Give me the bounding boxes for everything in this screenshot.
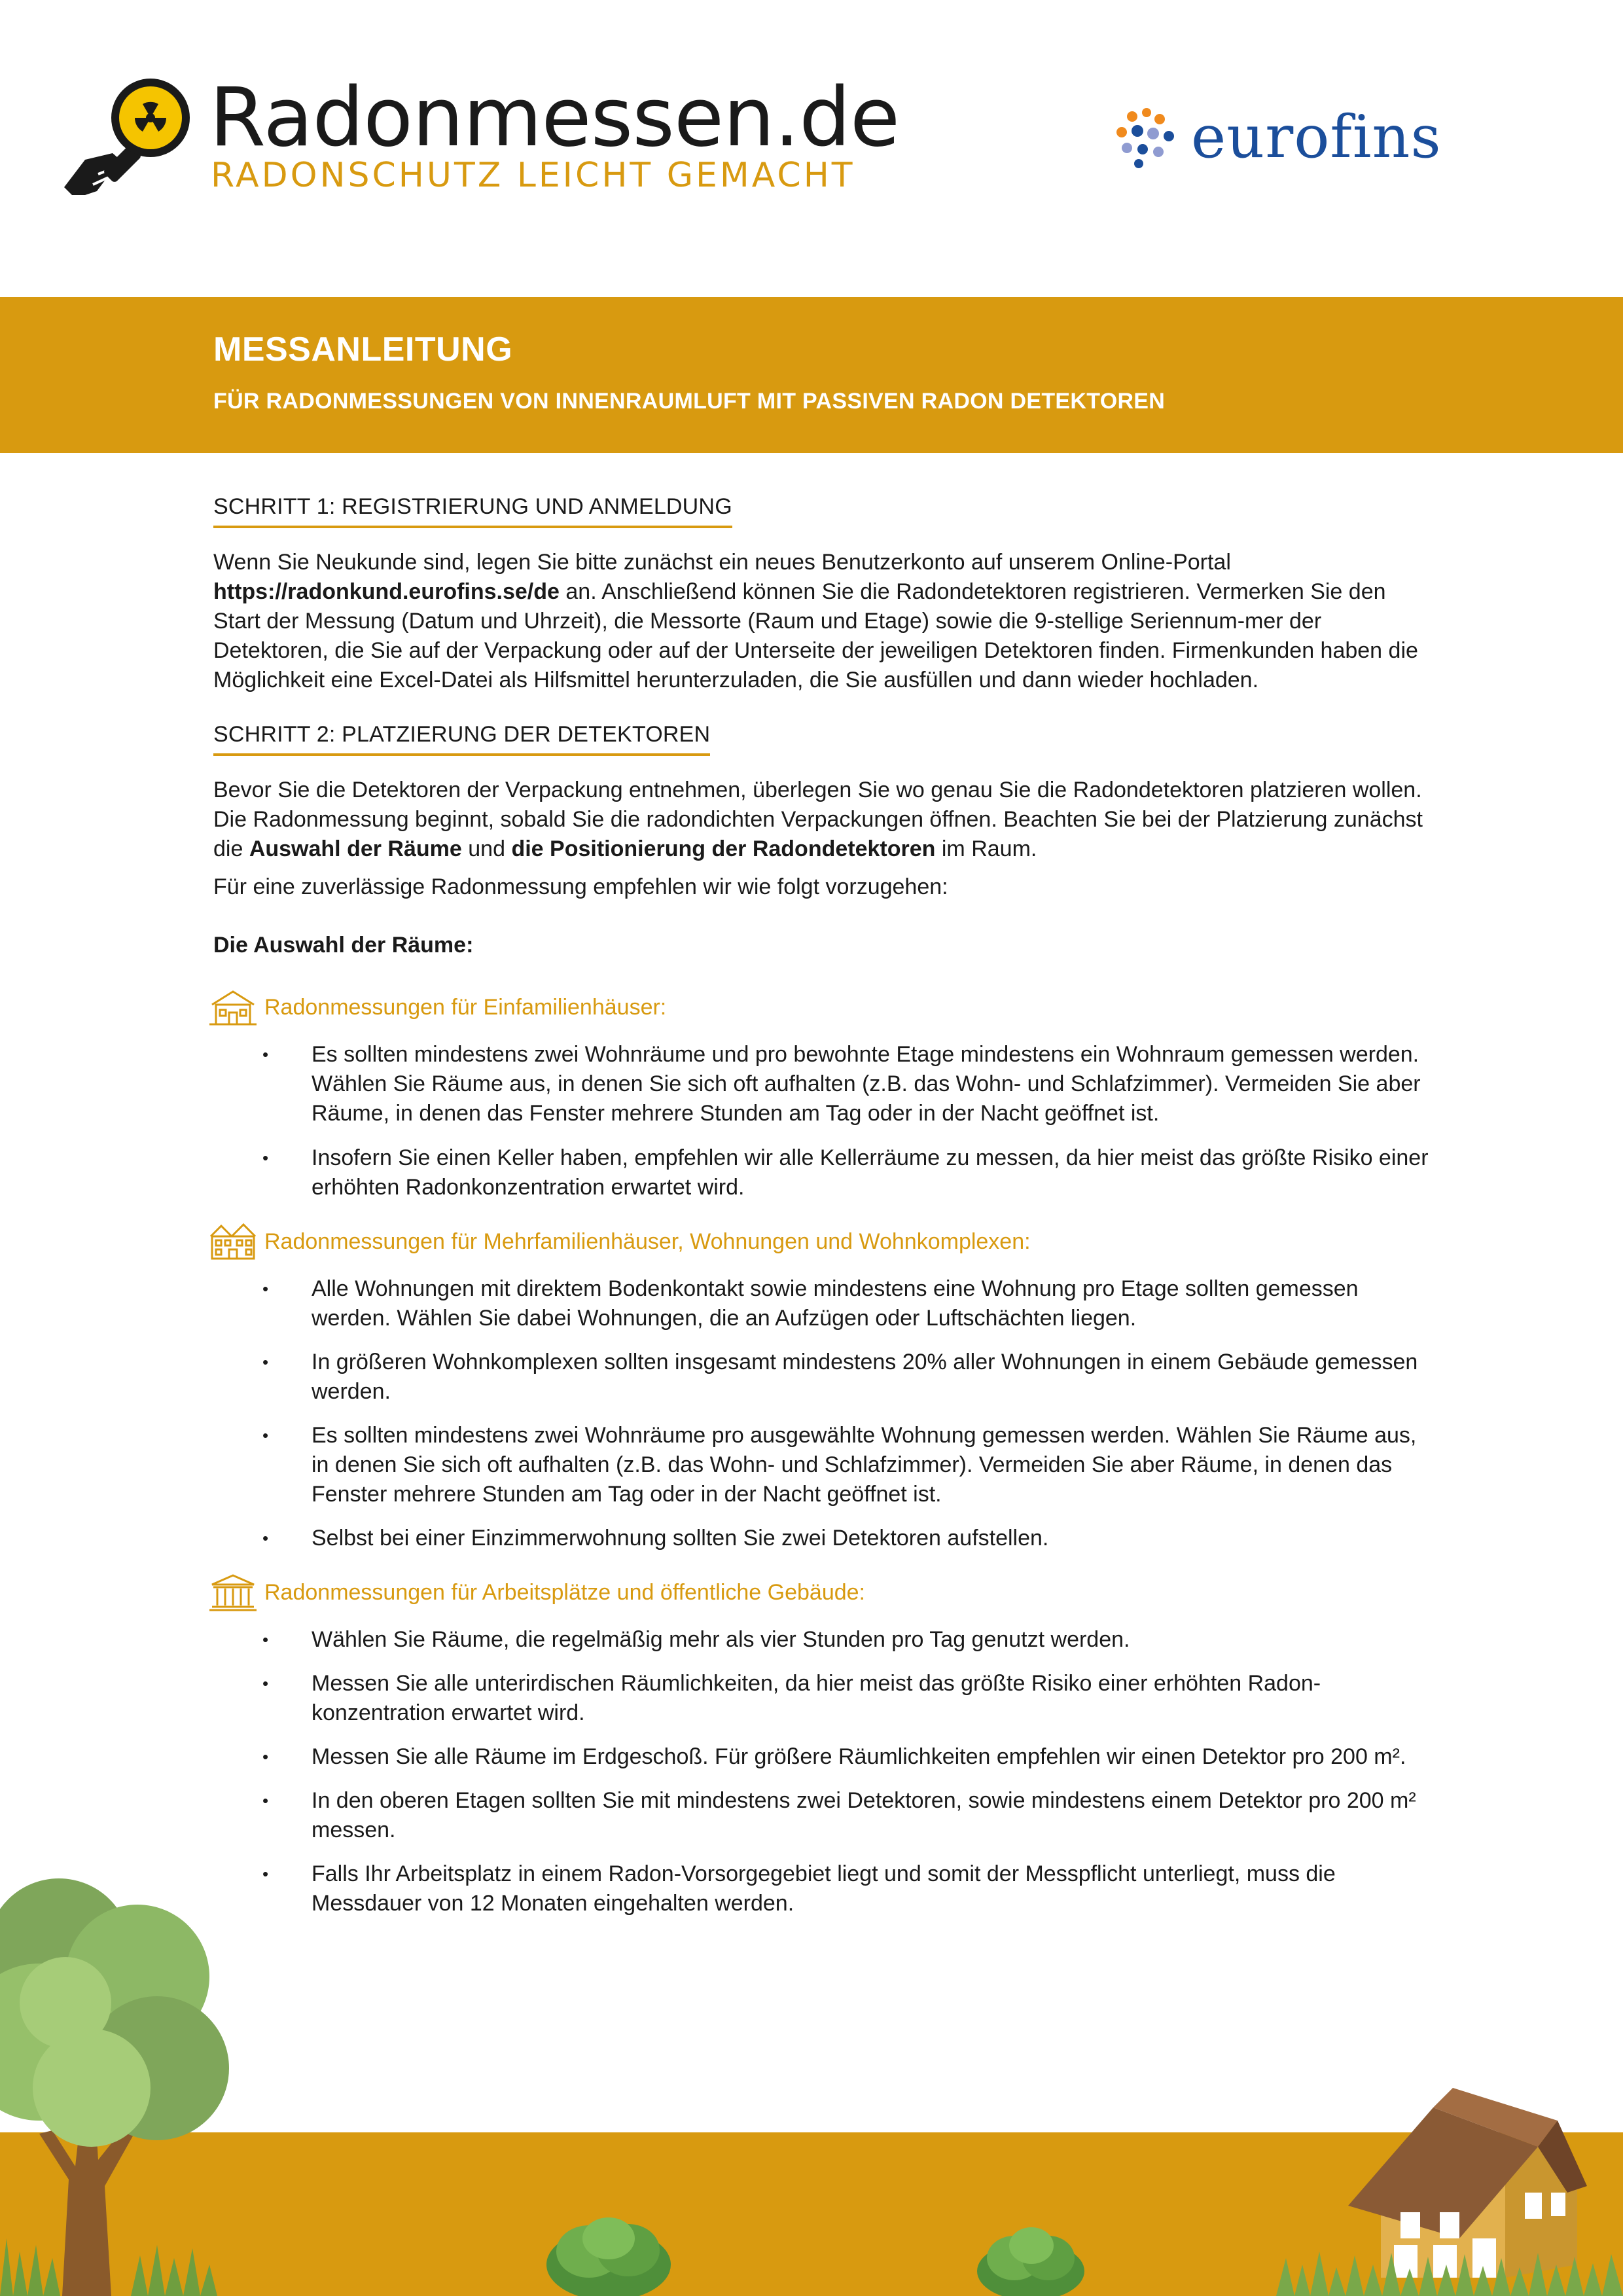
- logo-slogan: RADONSCHUTZ LEICHT GEMACHT: [211, 156, 855, 195]
- bullet-dot: •: [262, 1791, 269, 1810]
- tree-illustration: [0, 1872, 236, 2296]
- category-single-family: [213, 988, 1431, 1202]
- list-item: [213, 1859, 1431, 1918]
- step2-heading: SCHRITT 2: PLATZIERUNG DER DETEKTOREN: [213, 720, 710, 756]
- list-item-text: Wählen Sie Räume, die regelmäßig mehr als vier Stunden pro Tag genutzt werden.: [312, 1627, 1130, 1652]
- logo-title: Radonmessen.de: [209, 71, 900, 165]
- apartment-building-icon: [208, 1222, 258, 1261]
- list-item: [213, 1143, 1431, 1202]
- step1-text: Wenn Sie Neukunde sind, legen Sie bitte zunächst ein neues Benutzerkonto auf unserem Online-Portal: [213, 550, 1231, 575]
- bush-illustration: [543, 2212, 674, 2296]
- step1-text-cont: an. Anschließend können Sie die Radondetektoren registrieren. Vermerken Sie den Start der Messung (Datum und Uhrzeit), die Messorte (Raum und Etage) sowie die 9-stellige Seriennum-mer der Detektoren, die Sie auf der Verpackung oder auf der Unterseite der jeweiligen Detektoren finden. Firmenkunden haben die Möglichkeit eine Excel-Datei als Hilfsmittel herunterzuladen, die Sie ausfüllen und dann wieder hochladen.: [213, 579, 1418, 692]
- list-item: [213, 1274, 1431, 1333]
- list-item: [213, 1040, 1431, 1128]
- list-item: [213, 1348, 1431, 1407]
- page-title: MESSANLEITUNG: [213, 331, 513, 368]
- bush-illustration: [975, 2222, 1086, 2296]
- bullet-dot: •: [262, 1045, 269, 1064]
- step2-recommendation: Für eine zuverlässige Radonmessung empfehlen wir wie folgt vorzugehen:: [213, 874, 948, 899]
- bullet-dot: •: [262, 1864, 269, 1884]
- bullet-dot: •: [262, 1630, 269, 1649]
- single-house-icon: [208, 988, 258, 1027]
- instructions-content: [213, 492, 1431, 1918]
- category-heading: [213, 1573, 1431, 1612]
- list-item-text: Messen Sie alle Räume im Erdgeschoß. Für größere Räumlichkeiten empfehlen wir einen Detektor pro 200 m².: [312, 1744, 1406, 1769]
- category-heading: [213, 988, 1431, 1027]
- list-item-text: Falls Ihr Arbeitsplatz in einem Radon-Vorsorgegebiet liegt und somit der Messpflicht unterliegt, muss die Messdauer von 12 Monaten eingehalten werden.: [312, 1861, 1336, 1916]
- category-multi-family: [213, 1222, 1431, 1553]
- bullet-list: [213, 1625, 1431, 1918]
- step1-paragraph: [213, 548, 1431, 695]
- list-item: [213, 1742, 1431, 1772]
- list-item: [213, 1421, 1431, 1509]
- bullet-dot: •: [262, 1747, 269, 1767]
- list-item: [213, 1669, 1431, 1728]
- eurofins-logo: [1113, 105, 1453, 170]
- bullet-dot: •: [262, 1674, 269, 1693]
- category-title: Radonmessungen für Arbeitsplätze und öffentliche Gebäude:: [264, 1579, 865, 1605]
- bullet-list: [213, 1274, 1431, 1553]
- list-item: [213, 1786, 1431, 1845]
- list-item-text: Messen Sie alle unterirdischen Räumlichkeiten, da hier meist das größte Risiko einer erhöhten Radon-konzentration erwartet wird.: [312, 1671, 1321, 1725]
- bold-positioning: die Positionierung der Radondetektoren: [511, 836, 936, 861]
- radonmessen-logo: [59, 71, 900, 203]
- category-heading: [213, 1222, 1431, 1261]
- list-item-text: In den oberen Etagen sollten Sie mit mindestens zwei Detektoren, sowie mindestens einem Detektor pro 200 m² messen.: [312, 1788, 1416, 1842]
- public-building-icon: [208, 1573, 258, 1612]
- category-workplaces: [213, 1573, 1431, 1918]
- bullet-dot: •: [262, 1279, 269, 1299]
- list-item: [213, 1524, 1431, 1553]
- bullet-dot: •: [262, 1148, 269, 1168]
- step2-paragraph: [213, 776, 1431, 864]
- category-title: Radonmessungen für Einfamilienhäuser:: [264, 994, 667, 1020]
- step1-heading: SCHRITT 1: REGISTRIERUNG UND ANMELDUNG: [213, 492, 732, 528]
- step2-and: und: [468, 836, 505, 861]
- grass-illustration: [1276, 2245, 1623, 2296]
- page-subtitle: FÜR RADONMESSUNGEN VON INNENRAUMLUFT MIT PASSIVEN RADON DETEKTOREN: [213, 389, 1166, 414]
- eurofins-dots-icon: [1113, 105, 1185, 170]
- list-item-text: Es sollten mindestens zwei Wohnräume und pro bewohnte Etage mindestens ein Wohnraum gemessen werden. Wählen Sie Räume aus, in denen Sie sich oft aufhalten (z.B. das Wohn- und Schlafzimmer). Vermeiden Sie aber Räume, in denen das Fenster mehrere Stunden am Tag oder in der Nacht geöffnet ist.: [312, 1042, 1421, 1126]
- bullet-list: [213, 1040, 1431, 1202]
- rooms-heading: Die Auswahl der Räume:: [213, 933, 474, 958]
- radiation-magnifier-icon: [59, 76, 196, 200]
- list-item-text: In größeren Wohnkomplexen sollten insgesamt mindestens 20% aller Wohnungen in einem Gebäude gemessen werden.: [312, 1350, 1418, 1404]
- bullet-dot: •: [262, 1528, 269, 1548]
- bold-room-selection: Auswahl der Räume: [249, 836, 462, 861]
- bullet-dot: •: [262, 1426, 269, 1445]
- list-item: [213, 1625, 1431, 1655]
- title-banner: [0, 297, 1623, 453]
- list-item-text: Selbst bei einer Einzimmerwohnung sollten Sie zwei Detektoren aufstellen.: [312, 1526, 1049, 1551]
- list-item-text: Alle Wohnungen mit direktem Bodenkontakt sowie mindestens eine Wohnung pro Etage sollten gemessen werden. Wählen Sie dabei Wohnungen, die an Aufzügen oder Luftschächten liegen.: [312, 1276, 1359, 1331]
- list-item-text: Insofern Sie einen Keller haben, empfehlen wir alle Kellerräume zu messen, da hier meist das größte Risiko einer erhöhten Radonkonzentration erwartet wird.: [312, 1145, 1429, 1200]
- eurofins-wordmark: eurofins: [1191, 103, 1442, 171]
- category-title: Radonmessungen für Mehrfamilienhäuser, Wohnungen und Wohnkomplexen:: [264, 1229, 1031, 1254]
- step2-text-end: im Raum.: [941, 836, 1037, 861]
- portal-link[interactable]: https://radonkund.eurofins.se/de: [213, 579, 560, 604]
- step2-text: Bevor Sie die Detektoren der Verpackung entnehmen, überlegen Sie wo genau Sie die Radondetektoren platzieren wollen. Die Radonmessung beginnt, sobald Sie die radondichten Verpackungen öffnen. Beachten Sie bei der Platzierung zunächst die: [213, 778, 1423, 861]
- list-item-text: Es sollten mindestens zwei Wohnräume pro ausgewählte Wohnung gemessen werden. Wählen Sie Räume aus, in denen Sie sich oft aufhalten (z.B. das Wohn- und Schlafzimmer). Vermeiden Sie aber Räume, in denen das Fenster mehrere Stunden am Tag oder in der Nacht geöffnet ist.: [312, 1423, 1417, 1507]
- bullet-dot: •: [262, 1352, 269, 1372]
